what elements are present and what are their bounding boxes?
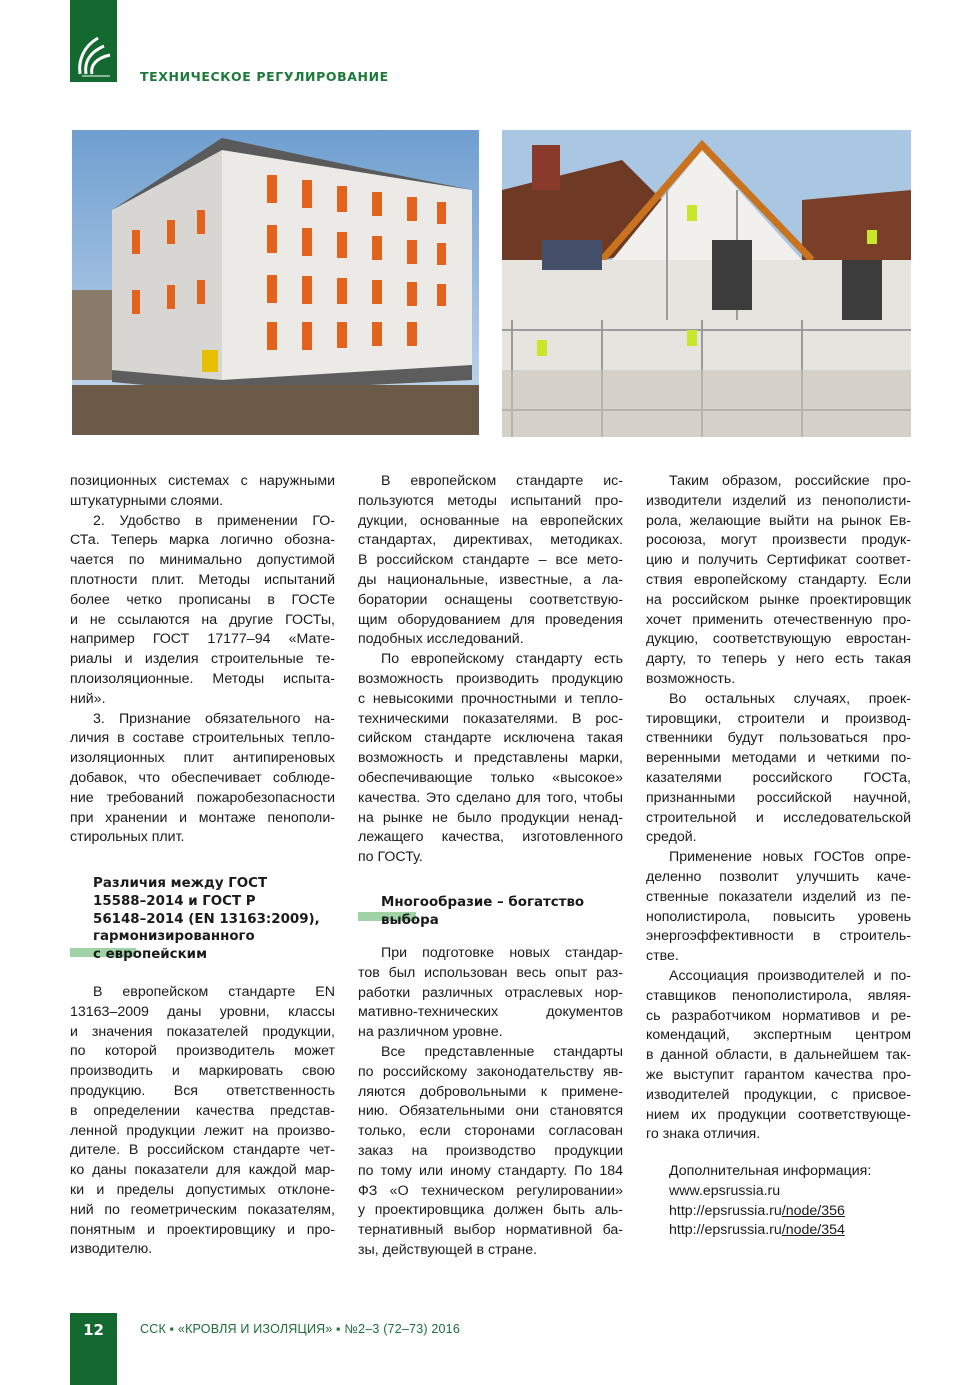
page-number-block	[70, 1313, 117, 1385]
text-line: заказ на производство продукции	[358, 1142, 623, 1159]
text-line: Таким образом, российские про-	[669, 473, 911, 489]
text-line: по ГОСТу.	[358, 849, 423, 866]
text-line: например ГОСТ 17177–94 «Мате-	[70, 631, 335, 648]
text-line: тировщики, строители и производ-	[646, 710, 911, 727]
paragraph	[358, 1043, 623, 1261]
text-line: позиционных системах с наружными	[70, 473, 335, 489]
text-line: ствия европейскому стандарту. Если	[646, 571, 911, 588]
text-line: у проектировщика должен быть аль-	[358, 1202, 623, 1219]
text-line: в определении качества представ-	[70, 1102, 335, 1119]
leaf-logo-icon	[70, 0, 117, 82]
text-line: комендаций, экспертным центром	[646, 1027, 911, 1044]
text-line: стандартах, директивах, методиках.	[358, 532, 623, 549]
paragraph	[70, 512, 335, 710]
text-line: и значения показателей продукции,	[70, 1023, 335, 1040]
text-line: ленной продукции лежит на произво-	[70, 1122, 335, 1139]
text-block	[70, 472, 335, 848]
text-line: дарту, то теперь у него есть такая	[646, 651, 911, 668]
text-line: на рынке не было продукции ненад-	[358, 809, 623, 826]
text-line: нополистирола, повысить уровень	[646, 908, 911, 925]
text-line: ко даны показатели для каждой мар-	[70, 1162, 335, 1179]
paragraph	[646, 690, 911, 848]
text-line: изводители изделий из пенополисти-	[646, 492, 911, 509]
text-line: признанными российской научной,	[646, 789, 911, 806]
text-line: Во остальных случаях, проек-	[669, 690, 911, 707]
paragraph	[70, 983, 335, 1260]
text-line: деленно позволит улучшить каче-	[646, 868, 911, 885]
text-line: добавок, что обеспечивает соблюде-	[70, 769, 335, 786]
photo-house-facade-insulation	[502, 130, 911, 437]
paragraph	[358, 650, 623, 868]
text-line: возможность.	[646, 670, 736, 687]
text-line: только, если сторонами согласован	[358, 1123, 623, 1140]
heading-line: с европейским	[93, 947, 208, 963]
text-line: По европейскому стандарту есть	[381, 651, 623, 668]
text-line: при хранении и монтаже пенополи-	[70, 809, 335, 826]
text-line: хочет применить отечественную про-	[646, 611, 911, 628]
text-line: щим оборудованием для проведения	[358, 611, 623, 628]
paragraph	[358, 944, 623, 1043]
text-line: СТа. Теперь марка логично обозна-	[70, 532, 335, 549]
text-line: цию и получить Сертификат соответ-	[646, 552, 911, 569]
text-line: техническими показателями. В рос-	[358, 710, 623, 727]
text-line: Ассоциация производителей и по-	[669, 967, 911, 984]
text-line: ние требований пожаробезопасности	[70, 789, 335, 806]
text-line: В российском стандарте – все мето-	[358, 552, 623, 569]
text-line: по российскому законодательству яв-	[358, 1063, 623, 1080]
text-line: дителе. В российском стандарте чет-	[70, 1142, 335, 1159]
info-label: Дополнительная информация:	[669, 1163, 872, 1179]
text-line: возможность производить продукцию	[358, 670, 623, 687]
text-line: В европейском стандарте ис-	[381, 473, 623, 489]
text-line: го знака отличия.	[646, 1126, 761, 1143]
paragraph	[358, 472, 623, 650]
text-line: ляются добровольными к примене-	[358, 1083, 623, 1100]
text-line: дукции, основанные на европейских	[358, 512, 623, 529]
text-line: качества. Это сделано для того, чтобы	[358, 789, 623, 806]
magazine-logo	[70, 0, 117, 82]
text-line: При подготовке новых стандар-	[381, 945, 623, 961]
section-title: ТЕХНИЧЕСКОЕ РЕГУЛИРОВАНИЕ	[140, 69, 389, 84]
text-line: более четко прописаны в ГОСТе	[70, 591, 335, 608]
link-path: /node/356	[781, 1202, 845, 1219]
text-line: энергоэффективности в строитель-	[646, 928, 911, 945]
heading-line: 56148–2014 (EN 13163:2009),	[93, 911, 320, 927]
text-line: сийском стандарте исключена такая	[358, 730, 623, 747]
additional-info	[669, 1162, 871, 1241]
text-line: риалы и изделия строительные те-	[70, 651, 335, 668]
link-host: http://epsrussia.ru	[669, 1202, 782, 1219]
text-line: ФЗ «О техническом регулировании»	[358, 1182, 623, 1199]
text-line: дукцию, соответствующую евростан-	[646, 631, 911, 648]
text-line: ний по геометрическим показателям,	[70, 1201, 335, 1218]
text-line: работки различных отраслевых нор-	[358, 984, 623, 1001]
text-line: ды национальные, известные, а ла-	[358, 571, 623, 588]
text-line: пользуются методы испытаний про-	[358, 492, 623, 509]
paragraph	[646, 848, 911, 967]
text-line: 3. Признание обязательного на-	[93, 710, 335, 727]
text-line: 2. Удобство в применении ГО-	[93, 512, 335, 529]
info-link-354[interactable]	[669, 1221, 871, 1241]
text-line: ний».	[70, 690, 106, 707]
text-line: по тому или иному стандарту. По 184	[358, 1162, 623, 1179]
text-line: лежащего качества, изготовленного	[358, 829, 623, 846]
text-line: Применение новых ГОСТов опре-	[669, 849, 911, 866]
text-line: понятным и проектировщику и про-	[70, 1221, 335, 1238]
text-line: зы, действующей в стране.	[358, 1241, 538, 1258]
text-line: средой.	[646, 829, 697, 846]
text-line: 13163–2009 даны уровни, классы	[70, 1003, 335, 1020]
text-line: и не ссылаются на другие ГОСТы,	[70, 611, 335, 628]
subheading-gost-differences	[70, 875, 335, 964]
text-line: ставщиков пенополистирола, являя-	[646, 987, 911, 1004]
text-line: веренными методами и четкими по-	[646, 750, 911, 767]
text-block	[358, 472, 623, 868]
text-line: обеспечивающие только «высокое»	[358, 769, 623, 786]
text-line: чается по минимально допустимой	[70, 552, 335, 569]
heading-line: гармонизированного	[93, 929, 255, 945]
text-line: изводителю.	[70, 1241, 153, 1258]
info-link-356[interactable]	[669, 1202, 871, 1222]
text-line: ственные показатели изделий из пе-	[646, 888, 911, 905]
text-block	[70, 983, 335, 1260]
text-line: ственники будут пользоваться про-	[646, 730, 911, 747]
info-site-link[interactable]: www.epsrussia.ru	[669, 1182, 781, 1199]
text-line: изоляционных плит антипиреновых	[70, 750, 335, 767]
text-line: на российском рынке проектировщик	[646, 591, 911, 608]
paragraph	[70, 472, 335, 512]
text-line: штукатурными слоями.	[70, 492, 224, 509]
text-line: производить и маркировать свою	[70, 1063, 335, 1080]
paragraph	[646, 472, 911, 690]
link-host: http://epsrussia.ru	[669, 1222, 782, 1239]
text-line: подобных исследований.	[358, 631, 524, 648]
text-line: по которой производитель может	[70, 1043, 335, 1060]
text-line: изводителей продукции, с присвое-	[646, 1086, 911, 1103]
text-line: возможность и представлены марки,	[358, 750, 623, 767]
text-line: казателями российского ГОСТа,	[646, 769, 911, 786]
text-line: нием их продукции соответствующе-	[646, 1106, 911, 1123]
page-number: 12	[83, 1321, 104, 1339]
text-line: плоизоляционные. Методы испыта-	[70, 670, 335, 687]
text-line: на различном уровне.	[358, 1024, 503, 1041]
text-line: мативно-технических документов	[358, 1004, 623, 1021]
text-line: росоюза, могут произвести продук-	[646, 532, 911, 549]
heading-line: Многообразие – богатство	[381, 895, 585, 910]
paragraph	[70, 710, 335, 849]
text-block	[358, 944, 623, 1261]
text-line: личия в составе строительных тепло-	[70, 730, 335, 747]
text-line: Все представленные стандарты	[381, 1043, 623, 1060]
text-line: ки и пределы допустимых отклоне-	[70, 1181, 335, 1198]
text-block	[646, 472, 911, 1145]
text-line: же выступит гарантом качества про-	[646, 1066, 911, 1083]
link-path: /node/354	[781, 1222, 845, 1239]
text-line: строительной и исследовательской	[646, 809, 911, 826]
text-line: стве.	[646, 948, 679, 965]
heading-line: выбора	[381, 912, 439, 928]
photo-apartment-building	[72, 130, 479, 435]
text-line: В европейском стандарте EN	[93, 984, 335, 1000]
text-line: боратории оснащены соответствую-	[358, 591, 623, 608]
text-line: тернативный выбор нормативной ба-	[358, 1222, 623, 1239]
text-line: в данной области, в дальнейшем так-	[646, 1047, 911, 1064]
text-line: с невысокими прочностными и тепло-	[358, 690, 623, 707]
paragraph	[646, 967, 911, 1145]
text-line: продукцию. Вся ответственность	[70, 1082, 335, 1099]
text-line: нию. Обязательными они становятся	[358, 1103, 623, 1120]
heading-line: 15588–2014 и ГОСТ Р	[93, 893, 256, 909]
text-line: плотности плит. Методы испытаний	[70, 571, 335, 588]
subheading-variety-of-choice	[358, 894, 623, 930]
text-line: тов был использован весь опыт раз-	[358, 964, 623, 981]
text-line: рола, желающие выйти на рынок Ев-	[646, 512, 911, 529]
heading-line: Различия между ГОСТ	[93, 876, 268, 891]
text-line: сь разработчиком нормативов и ре-	[646, 1007, 911, 1024]
text-line: стирольных плит.	[70, 829, 185, 846]
publication-footer: ССК ▪ «КРОВЛЯ И ИЗОЛЯЦИЯ» ▪ №2–3 (72–73) 2016	[140, 1322, 460, 1336]
